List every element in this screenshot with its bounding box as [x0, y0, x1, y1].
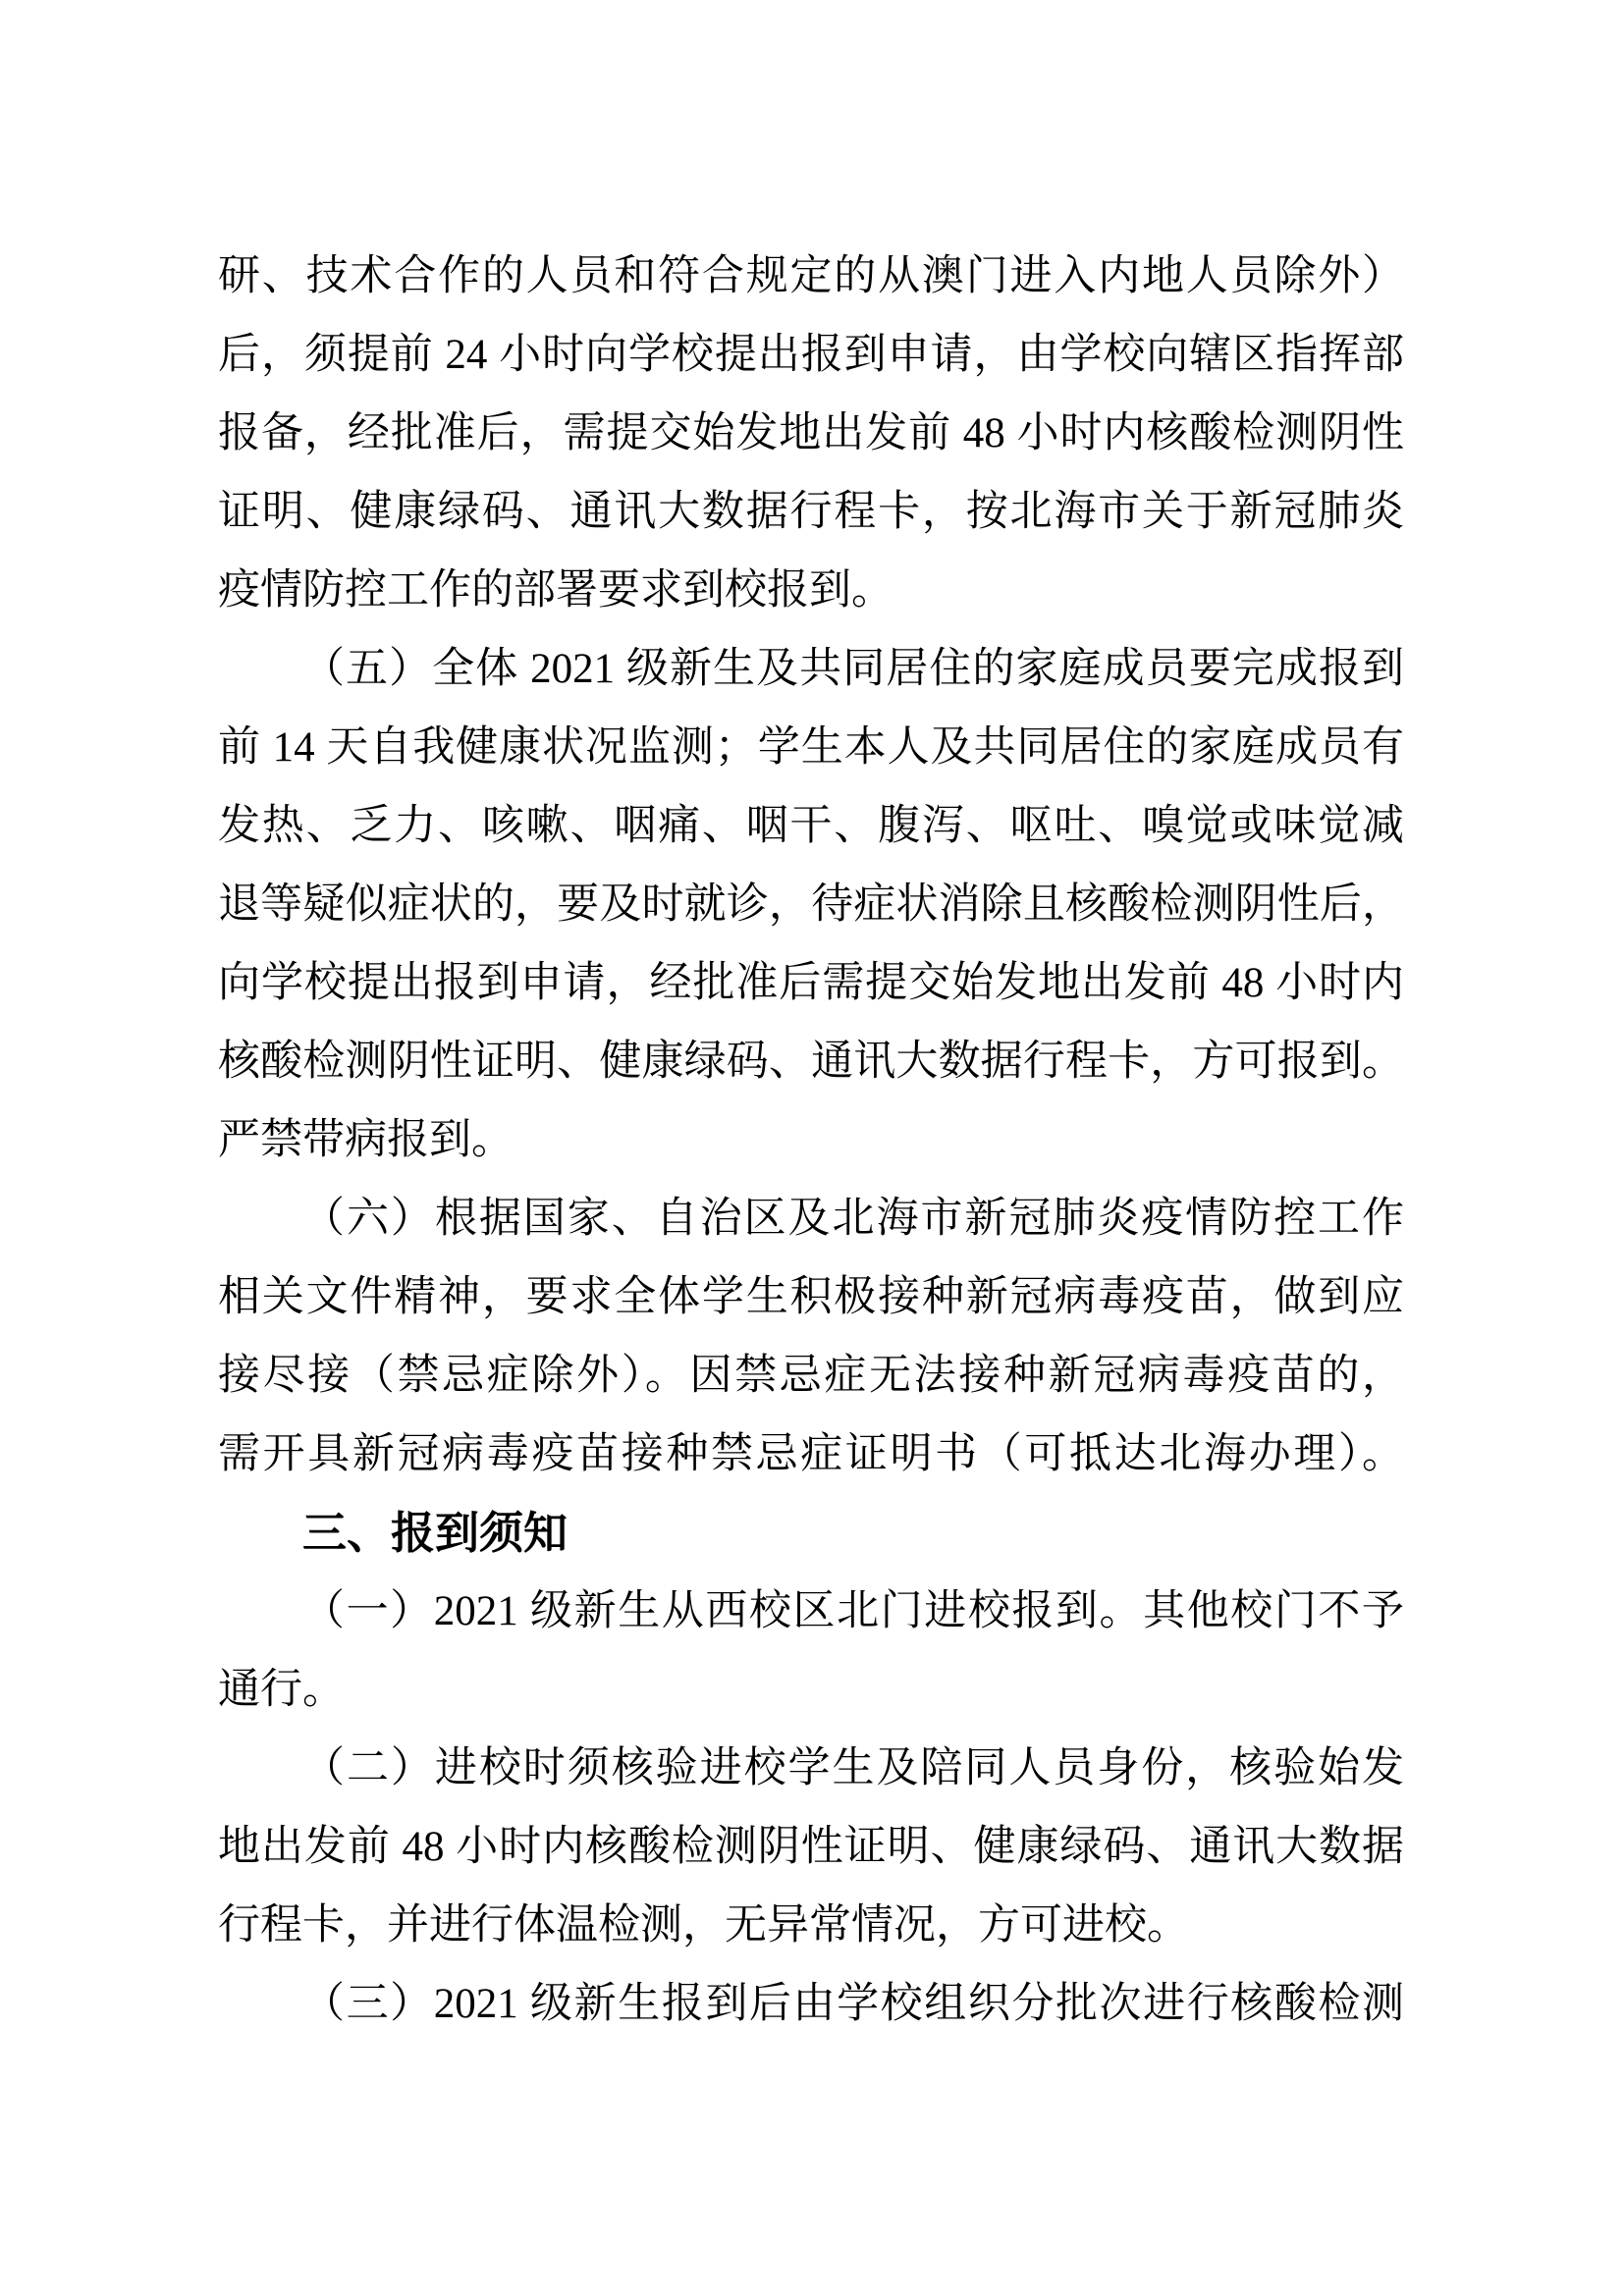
text-line: 发热、乏力、咳嗽、咽痛、咽干、腹泻、呕吐、嗅觉或味觉减	[218, 803, 1404, 849]
text-line: （五）全体 2021 级新生及共同居住的家庭成员要完成报到	[302, 646, 1404, 692]
document-body	[218, 238, 1404, 2044]
text-line: 行程卡，并进行体温检测，无异常情况，方可进校。	[218, 1902, 1189, 1949]
text-line: 接尽接（禁忌症除外）。因禁忌症无法接种新冠病毒疫苗的，	[218, 1353, 1404, 1399]
text-line: 前 14 天自我健康状况监测；学生本人及共同居住的家庭成员有	[218, 724, 1404, 771]
section-heading: 三、报到须知	[302, 1508, 568, 1558]
text-line: 退等疑似症状的，要及时就诊，待症状消除且核酸检测阴性后，	[218, 881, 1404, 928]
text-line: 地出发前 48 小时内核酸检测阴性证明、健康绿码、通讯大数据	[218, 1824, 1404, 1870]
text-line: 需开具新冠病毒疫苗接种禁忌症证明书（可抵达北海办理）。	[218, 1431, 1404, 1477]
text-line: 后，须提前 24 小时向学校提出报到申请，由学校向辖区指挥部	[218, 332, 1404, 378]
text-line: （一）2021 级新生从西校区北门进校报到。其他校门不予	[302, 1588, 1404, 1634]
text-line: 研、技术合作的人员和符合规定的从澳门进入内地人员除外）	[218, 253, 1404, 299]
text-line: 证明、健康绿码、通讯大数据行程卡，按北海市关于新冠肺炎	[218, 489, 1404, 535]
text-line: 报备，经批准后，需提交始发地出发前 48 小时内核酸检测阴性	[218, 410, 1404, 456]
text-line: 严禁带病报到。	[218, 1117, 514, 1163]
text-line: （六）根据国家、自治区及北海市新冠肺炎疫情防控工作	[302, 1196, 1404, 1242]
text-line: 核酸检测阴性证明、健康绿码、通讯大数据行程卡，方可报到。	[218, 1039, 1404, 1085]
text-line: （二）进校时须核验进校学生及陪同人员身份，核验始发	[302, 1745, 1404, 1791]
text-line: 通行。	[218, 1667, 345, 1713]
text-line: 相关文件精神，要求全体学生积极接种新冠病毒疫苗，做到应	[218, 1274, 1404, 1320]
text-line: （三）2021 级新生报到后由学校组织分批次进行核酸检测	[302, 1981, 1404, 2027]
text-line: 向学校提出报到申请，经批准后需提交始发地出发前 48 小时内	[218, 960, 1404, 1006]
text-line: 疫情防控工作的部署要求到校报到。	[218, 567, 893, 614]
